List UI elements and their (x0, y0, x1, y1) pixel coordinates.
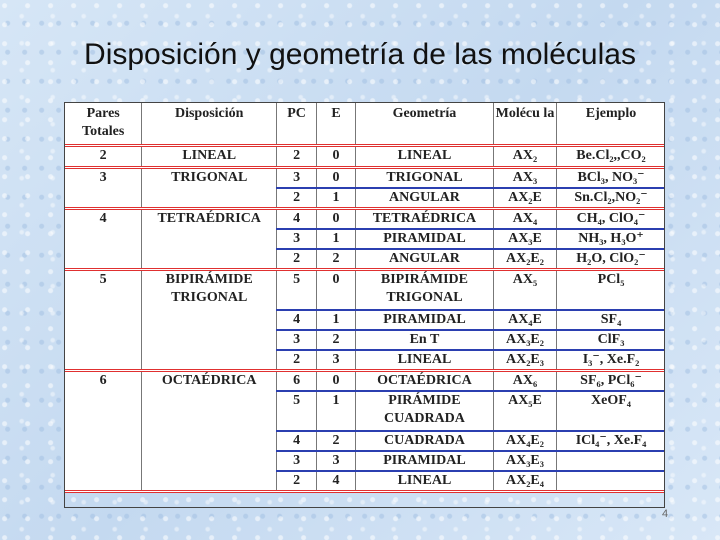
page-number: 4 (662, 508, 669, 520)
cell-pc: 3 (277, 330, 317, 350)
cell-disposicion: TETRAÉDRICA (142, 209, 277, 270)
cell-e: 0 (317, 168, 356, 189)
cell-pc: 4 (277, 310, 317, 330)
cell-pares-totales: 6 (65, 370, 142, 491)
cell-pc: 4 (277, 209, 317, 230)
slide-title: Disposición y geometría de las moléculas (84, 38, 636, 71)
cell-molecula: AX₅E (493, 391, 556, 431)
cell-geometria: ANGULAR (356, 188, 494, 209)
cell-geometria: LINEAL (356, 146, 494, 168)
header-ejemplo: Ejemplo (557, 103, 665, 146)
cell-pc: 4 (277, 431, 317, 451)
cell-ejemplo (557, 471, 665, 492)
cell-pc: 3 (277, 451, 317, 471)
cell-e: 0 (317, 370, 356, 391)
cell-geometria: BIPIRÁMIDE TRIGONAL (356, 270, 494, 310)
cell-e: 4 (317, 471, 356, 492)
cell-geometria: LINEAL (356, 350, 494, 371)
cell-e: 1 (317, 188, 356, 209)
cell-geometria: LINEAL (356, 471, 494, 492)
cell-ejemplo: Sn.Cl₂,NO₂⁻ (557, 188, 665, 209)
table-row (65, 370, 665, 391)
table-row (65, 209, 665, 230)
cell-molecula: AX₆ (493, 370, 556, 391)
cell-pares-totales: 2 (65, 146, 142, 168)
cell-molecula: AX₃E₃ (493, 451, 556, 471)
cell-e: 2 (317, 249, 356, 270)
cell-ejemplo: CH₄, ClO₄⁻ (557, 209, 665, 230)
cell-pares-totales: 4 (65, 209, 142, 270)
cell-e: 2 (317, 431, 356, 451)
cell-geometria: CUADRADA (356, 431, 494, 451)
cell-ejemplo: XeOF₄ (557, 391, 665, 431)
header-geometria: Geometría (356, 103, 494, 146)
cell-geometria: OCTAÉDRICA (356, 370, 494, 391)
cell-ejemplo: H₂O, ClO₂⁻ (557, 249, 665, 270)
cell-e: 1 (317, 229, 356, 249)
cell-pares-totales: 3 (65, 168, 142, 209)
header-molecula: Molécu la (493, 103, 556, 146)
cell-pc: 2 (277, 188, 317, 209)
table-header-row (65, 103, 665, 146)
cell-molecula: AX₂E₂ (493, 249, 556, 270)
cell-pc: 2 (277, 249, 317, 270)
header-pc: PC (277, 103, 317, 146)
cell-ejemplo: SF₆, PCl₆⁻ (557, 370, 665, 391)
cell-disposicion: LINEAL (142, 146, 277, 168)
cell-geometria: PIRAMIDAL (356, 451, 494, 471)
cell-geometria: PIRÁMIDE CUADRADA (356, 391, 494, 431)
cell-geometria: PIRAMIDAL (356, 310, 494, 330)
cell-molecula: AX₄ (493, 209, 556, 230)
cell-ejemplo: I₃⁻, Xe.F₂ (557, 350, 665, 371)
header-e: E (317, 103, 356, 146)
cell-geometria: PIRAMIDAL (356, 229, 494, 249)
cell-molecula: AX₃ (493, 168, 556, 189)
cell-ejemplo (557, 451, 665, 471)
table-row (65, 146, 665, 168)
cell-ejemplo: BCl₃, NO₃⁻ (557, 168, 665, 189)
cell-pc: 2 (277, 146, 317, 168)
cell-ejemplo: Be.Cl₂,,CO₂ (557, 146, 665, 168)
cell-ejemplo: ClF₃ (557, 330, 665, 350)
cell-e: 0 (317, 270, 356, 310)
cell-pc: 2 (277, 350, 317, 371)
cell-geometria: TRIGONAL (356, 168, 494, 189)
cell-molecula: AX₂E (493, 188, 556, 209)
cell-molecula: AX₂E₃ (493, 350, 556, 371)
cell-molecula: AX₄E (493, 310, 556, 330)
cell-disposicion: OCTAÉDRICA (142, 370, 277, 491)
cell-molecula: AX₃E (493, 229, 556, 249)
cell-e: 3 (317, 350, 356, 371)
cell-pc: 5 (277, 391, 317, 431)
table-row (65, 168, 665, 189)
cell-geometria: ANGULAR (356, 249, 494, 270)
cell-pc: 2 (277, 471, 317, 492)
cell-geometria: En T (356, 330, 494, 350)
cell-e: 0 (317, 146, 356, 168)
cell-ejemplo: PCl₅ (557, 270, 665, 310)
cell-molecula: AX₄E₂ (493, 431, 556, 451)
cell-e: 1 (317, 391, 356, 431)
cell-pc: 3 (277, 168, 317, 189)
cell-pc: 5 (277, 270, 317, 310)
cell-ejemplo: ICl₄⁻, Xe.F₄ (557, 431, 665, 451)
cell-pares-totales: 5 (65, 270, 142, 371)
cell-disposicion: TRIGONAL (142, 168, 277, 209)
cell-molecula: AX₂E₄ (493, 471, 556, 492)
table-row (65, 270, 665, 310)
molecular-geometry-table (65, 103, 665, 493)
cell-e: 0 (317, 209, 356, 230)
cell-ejemplo: NH₃, H₃O⁺ (557, 229, 665, 249)
cell-pc: 3 (277, 229, 317, 249)
header-disposicion: Disposición (142, 103, 277, 146)
cell-molecula: AX₂ (493, 146, 556, 168)
cell-molecula: AX₃E₂ (493, 330, 556, 350)
cell-e: 2 (317, 330, 356, 350)
cell-molecula: AX₅ (493, 270, 556, 310)
cell-disposicion: BIPIRÁMIDE TRIGONAL (142, 270, 277, 371)
cell-e: 1 (317, 310, 356, 330)
cell-ejemplo: SF₄ (557, 310, 665, 330)
cell-e: 3 (317, 451, 356, 471)
cell-pc: 6 (277, 370, 317, 391)
header-pares-totales: Pares Totales (65, 103, 142, 146)
cell-geometria: TETRAÉDRICA (356, 209, 494, 230)
